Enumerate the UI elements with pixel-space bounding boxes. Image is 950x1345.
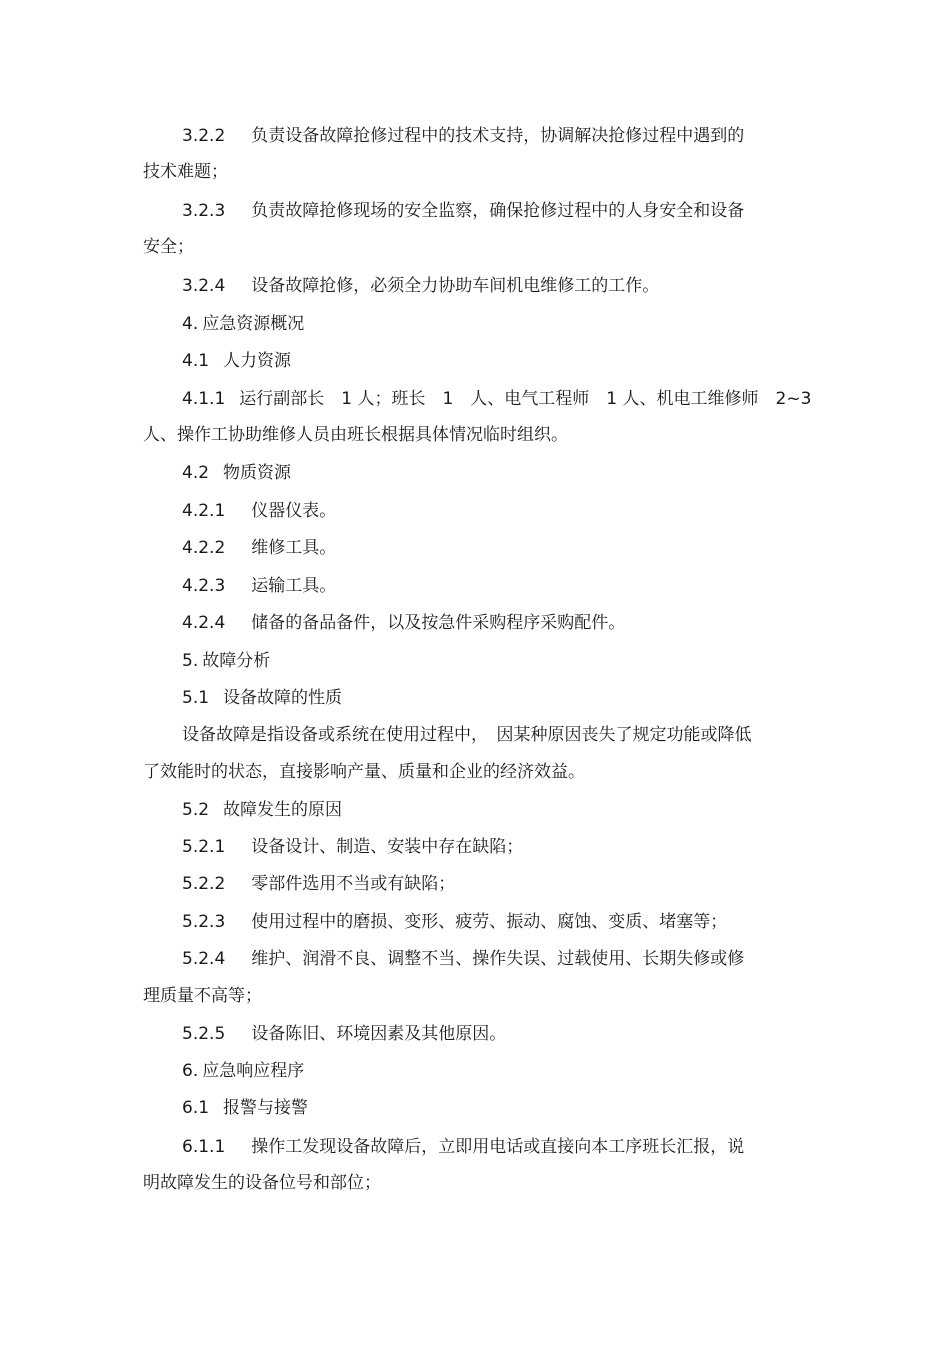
para-4-2-1 — [182, 500, 336, 522]
para-6-1-1 — [182, 1136, 744, 1158]
section-title: 故障分析 — [202, 651, 271, 671]
clause-text: 理质量不高等； — [143, 986, 262, 1006]
clause-number: 4.1.1 — [182, 389, 226, 409]
clause-text: 设备陈旧、环境因素及其他原因。 — [251, 1024, 507, 1044]
section-number: 5.1 — [182, 688, 210, 708]
section-number: 6. — [182, 1061, 199, 1081]
clause-number: 5.2.4 — [182, 949, 226, 969]
clause-text: 使用过程中的磨损、变形、疲劳、振动、腐蚀、变质、堵塞等； — [251, 912, 728, 932]
para-continuation — [143, 1172, 381, 1194]
paragraph — [182, 724, 752, 746]
clause-text: 人、操作工协助维修人员由班长根据具体情况临时组织。 — [143, 425, 568, 445]
clause-number: 5.2.3 — [182, 912, 226, 932]
clause-text: 运行副部长 1 人；班长 1 人、电气工程师 1 人、机电工维修师 2~3 — [239, 389, 812, 409]
clause-number: 4.2.1 — [182, 501, 226, 521]
clause-text: 安全； — [143, 237, 194, 257]
section-number: 6.1 — [182, 1098, 210, 1118]
section-heading-6 — [182, 1060, 304, 1082]
section-title: 设备故障的性质 — [223, 688, 343, 708]
clause-number: 5.2.2 — [182, 874, 226, 894]
para-5-2-4 — [182, 948, 744, 970]
section-title: 物质资源 — [223, 463, 292, 483]
subsection-heading-5-2 — [182, 799, 342, 821]
section-number: 4.1 — [182, 351, 210, 371]
paragraph-text: 设备故障是指设备或系统在使用过程中， 因某种原因丧失了规定功能或降低 — [182, 725, 752, 745]
para-continuation — [143, 985, 262, 1007]
clause-text: 维修工具。 — [251, 538, 337, 558]
clause-text: 仪器仪表。 — [251, 501, 337, 521]
para-5-2-2 — [182, 873, 455, 895]
clause-text: 负责设备故障抢修过程中的技术支持，协调解决抢修过程中遇到的 — [251, 126, 745, 146]
clause-number: 3.2.4 — [182, 276, 226, 296]
para-4-2-3 — [182, 575, 336, 597]
clause-text: 设备设计、制造、安装中存在缺陷； — [251, 837, 524, 857]
section-number: 4. — [182, 314, 199, 334]
para-continuation — [143, 761, 585, 783]
para-continuation — [143, 236, 194, 258]
subsection-heading-4-2 — [182, 462, 291, 484]
section-title: 故障发生的原因 — [223, 800, 343, 820]
clause-text: 明故障发生的设备位号和部位； — [143, 1173, 381, 1193]
clause-text: 负责故障抢修现场的安全监察，确保抢修过程中的人身安全和设备 — [251, 201, 745, 221]
para-5-2-1 — [182, 836, 523, 858]
para-4-2-2 — [182, 537, 336, 559]
section-title: 应急响应程序 — [202, 1061, 305, 1081]
para-4-1-1 — [182, 388, 811, 410]
para-3-2-3 — [182, 200, 744, 222]
para-5-2-5 — [182, 1023, 506, 1045]
clause-number: 5.2.1 — [182, 837, 226, 857]
clause-number: 4.2.4 — [182, 613, 226, 633]
section-number: 5.2 — [182, 800, 210, 820]
subsection-heading-5-1 — [182, 687, 342, 709]
subsection-heading-6-1 — [182, 1097, 308, 1119]
para-continuation — [143, 424, 568, 446]
para-5-2-3 — [182, 911, 727, 933]
para-3-2-4 — [182, 275, 659, 297]
clause-number: 3.2.3 — [182, 201, 226, 221]
clause-text: 操作工发现设备故障后，立即用电话或直接向本工序班长汇报，说 — [251, 1137, 745, 1157]
clause-text: 运输工具。 — [251, 576, 337, 596]
section-heading-4 — [182, 313, 304, 335]
clause-text: 技术难题； — [143, 162, 228, 182]
para-4-2-4 — [182, 612, 625, 634]
clause-text: 设备故障抢修，必须全力协助车间机电维修工的工作。 — [251, 276, 660, 296]
subsection-heading-4-1 — [182, 350, 291, 372]
clause-number: 4.2.3 — [182, 576, 226, 596]
clause-number: 4.2.2 — [182, 538, 226, 558]
clause-number: 5.2.5 — [182, 1024, 226, 1044]
para-continuation — [143, 161, 228, 183]
section-title: 人力资源 — [223, 351, 292, 371]
clause-text: 维护、润滑不良、调整不当、操作失误、过载使用、长期失修或修 — [251, 949, 745, 969]
clause-number: 6.1.1 — [182, 1137, 226, 1157]
para-3-2-2 — [182, 125, 744, 147]
section-number: 5. — [182, 651, 199, 671]
section-title: 报警与接警 — [223, 1098, 309, 1118]
section-title: 应急资源概况 — [202, 314, 305, 334]
clause-number: 3.2.2 — [182, 126, 226, 146]
section-number: 4.2 — [182, 463, 210, 483]
clause-text: 储备的备品备件，以及按急件采购程序采购配件。 — [251, 613, 626, 633]
section-heading-5 — [182, 650, 270, 672]
paragraph-text: 了效能时的状态，直接影响产量、质量和企业的经济效益。 — [143, 762, 585, 782]
clause-text: 零部件选用不当或有缺陷； — [251, 874, 456, 894]
